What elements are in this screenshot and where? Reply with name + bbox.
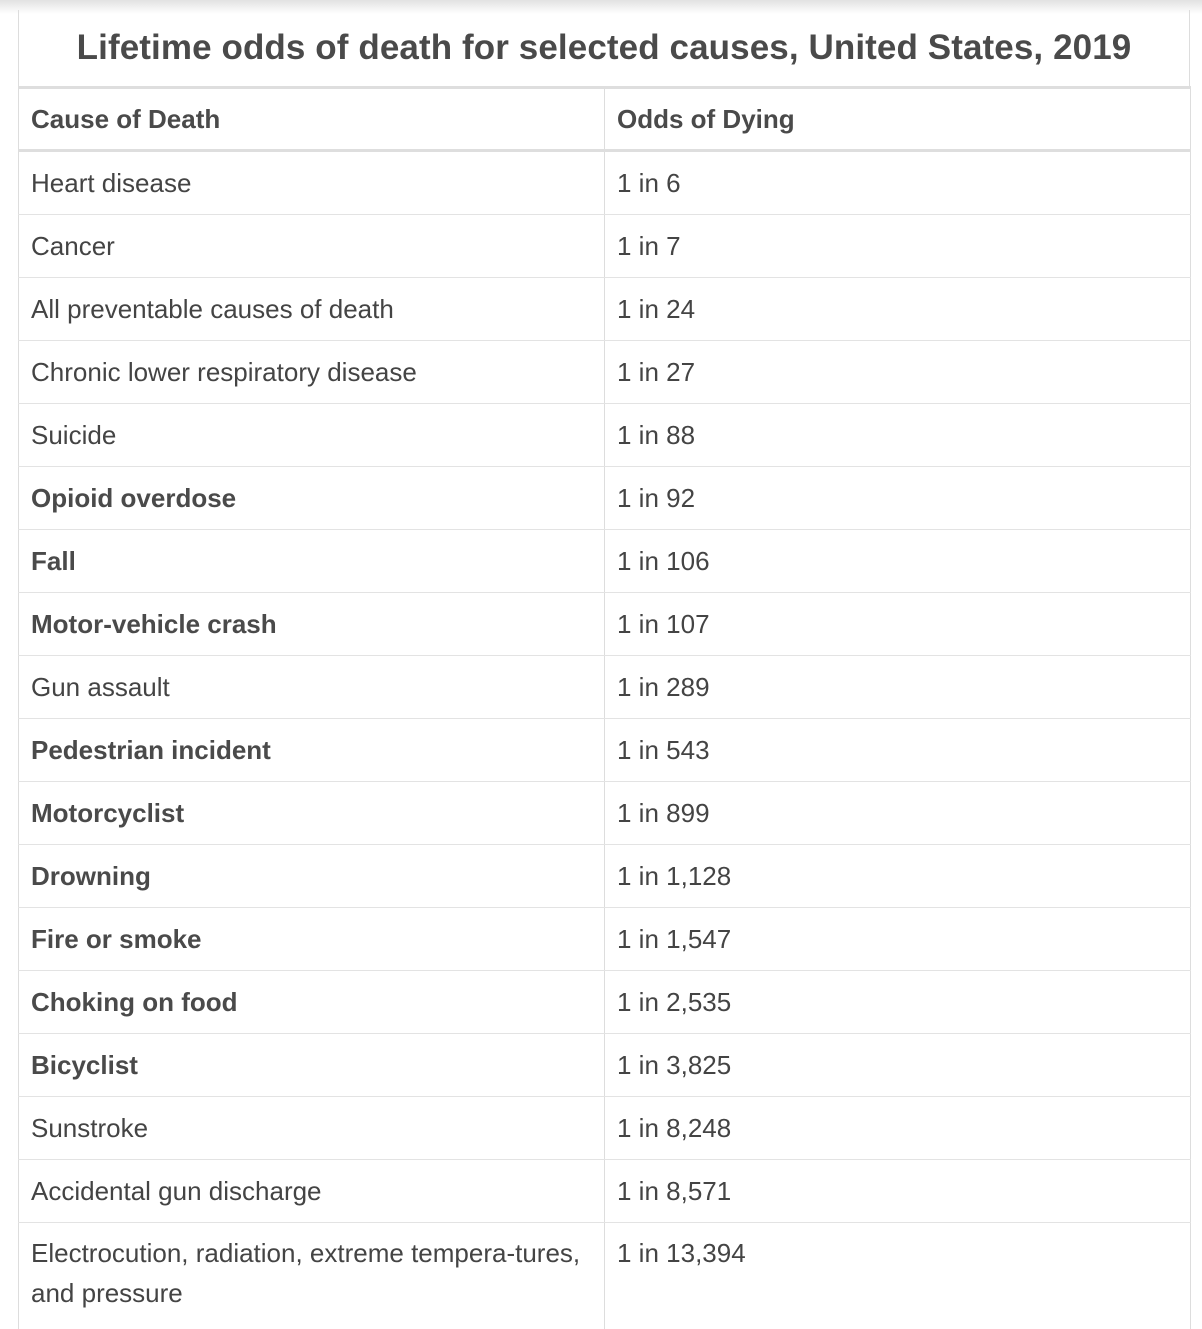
table-body: [19, 151, 1191, 1329]
cause-cell: Gun assault: [19, 656, 605, 719]
cause-cell: Accidental gun discharge: [19, 1160, 605, 1223]
table-row: [19, 530, 1191, 593]
cause-cell: Opioid overdose: [19, 467, 605, 530]
odds-cell: 1 in 27: [605, 341, 1191, 404]
table-row: [19, 278, 1191, 341]
cause-cell: Fire or smoke: [19, 908, 605, 971]
odds-cell: 1 in 2,535: [605, 971, 1191, 1034]
odds-cell: 1 in 24: [605, 278, 1191, 341]
cause-cell: Fall: [19, 530, 605, 593]
odds-cell: 1 in 1,128: [605, 845, 1191, 908]
column-header-odds: Odds of Dying: [605, 88, 1191, 151]
table-row: [19, 1223, 1191, 1329]
table-row: [19, 1034, 1191, 1097]
cause-cell: Drowning: [19, 845, 605, 908]
odds-cell: 1 in 899: [605, 782, 1191, 845]
table-row: [19, 656, 1191, 719]
odds-cell: 1 in 1,547: [605, 908, 1191, 971]
odds-table: [18, 86, 1191, 1329]
table-row: [19, 1160, 1191, 1223]
cause-cell: Electrocution, radiation, extreme tempera-tures, and pressure: [19, 1223, 605, 1329]
odds-cell: 1 in 7: [605, 215, 1191, 278]
cause-cell: Choking on food: [19, 971, 605, 1034]
odds-cell: 1 in 13,394: [605, 1223, 1191, 1329]
table-row: [19, 719, 1191, 782]
table-row: [19, 341, 1191, 404]
cause-cell: Motorcyclist: [19, 782, 605, 845]
cause-cell: Bicyclist: [19, 1034, 605, 1097]
table-row: [19, 593, 1191, 656]
odds-cell: 1 in 106: [605, 530, 1191, 593]
cause-cell: Chronic lower respiratory disease: [19, 341, 605, 404]
odds-cell: 1 in 543: [605, 719, 1191, 782]
odds-cell: 1 in 3,825: [605, 1034, 1191, 1097]
cause-cell: Pedestrian incident: [19, 719, 605, 782]
table-row: [19, 151, 1191, 215]
odds-cell: 1 in 289: [605, 656, 1191, 719]
odds-cell: 1 in 107: [605, 593, 1191, 656]
cause-cell: Cancer: [19, 215, 605, 278]
table-row: [19, 404, 1191, 467]
cause-cell: Suicide: [19, 404, 605, 467]
table-row: [19, 908, 1191, 971]
odds-cell: 1 in 6: [605, 151, 1191, 215]
table-title: Lifetime odds of death for selected causes, United States, 2019: [18, 10, 1190, 86]
odds-cell: 1 in 88: [605, 404, 1191, 467]
odds-cell: 1 in 92: [605, 467, 1191, 530]
table-row: [19, 845, 1191, 908]
table-row: [19, 782, 1191, 845]
cause-cell: Motor-vehicle crash: [19, 593, 605, 656]
table-row: [19, 971, 1191, 1034]
column-header-cause: Cause of Death: [19, 88, 605, 151]
cause-cell: Sunstroke: [19, 1097, 605, 1160]
table-row: [19, 467, 1191, 530]
odds-cell: 1 in 8,248: [605, 1097, 1191, 1160]
odds-cell: 1 in 8,571: [605, 1160, 1191, 1223]
odds-table-container: [18, 10, 1190, 1329]
table-row: [19, 215, 1191, 278]
table-row: [19, 1097, 1191, 1160]
cause-cell: All preventable causes of death: [19, 278, 605, 341]
cause-cell: Heart disease: [19, 151, 605, 215]
table-header-row: [19, 88, 1191, 151]
